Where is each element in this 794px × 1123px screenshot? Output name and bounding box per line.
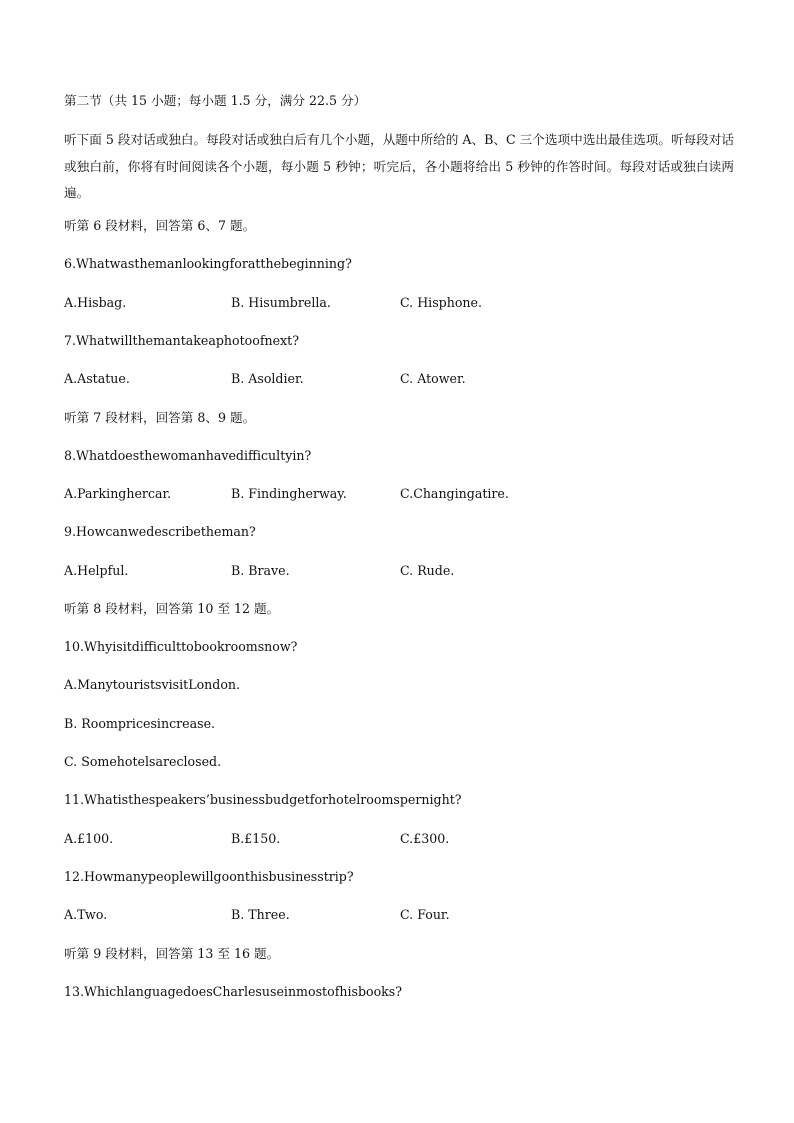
question-9-option-b: B. Brave. [231,563,290,578]
question-10-option-c: C. Somehotelsareclosed. [64,754,222,769]
question-6-stem: 6.Whatwasthemanlookingforatthebeginning? [64,256,352,271]
question-9-option-c: C. Rude. [400,563,455,578]
question-10-option-b: B. Roompricesincrease. [64,716,216,731]
question-8-option-c: C.Changingatire. [400,486,509,501]
question-6-option-b: B. Hisumbrella. [231,295,331,310]
question-13-stem: 13.WhichlanguagedoesCharlesuseinmostofhisbooks? [64,984,403,999]
section-instructions: 听下面 5 段对话或独白。每段对话或独白后有几个小题，从题中所给的 A、B、C 三个选项中选出最佳选项。听每段对话或独白前，你将有时间阅读各个小题，每小题 5 秒钟；听完后，各小题将给出 5 秒钟的作答时间。每段对话或独白读两遍。 [64,132,734,200]
question-11-option-c: C.£300. [400,831,450,846]
question-8-option-a: A.Parkinghercar. [64,486,172,501]
question-11-stem: 11.Whatisthespeakers’businessbudgetforhotelroomspernight? [64,792,462,807]
question-6-option-a: A.Hisbag. [64,295,127,310]
group-instruction-7: 听第 7 段材料，回答第 8、9 题。 [64,410,256,425]
question-7-stem: 7.Whatwillthemantakeaphotoofnext? [64,333,299,348]
question-7-option-b: B. Asoldier. [231,371,304,386]
question-12-option-a: A.Two. [64,907,108,922]
question-9-stem: 9.Howcanwedescribetheman? [64,524,256,539]
question-6-option-c: C. Hisphone. [400,295,482,310]
question-11-option-b: B.£150. [231,831,281,846]
question-7-option-a: A.Astatue. [64,371,130,386]
question-10-stem: 10.Whyisitdifficulttobookroomsnow? [64,639,298,654]
question-10-option-a: A.ManytouristsvisitLondon. [64,677,241,692]
group-instruction-9: 听第 9 段材料，回答第 13 至 16 题。 [64,946,280,961]
question-11-option-a: A.£100. [64,831,114,846]
question-8-stem: 8.Whatdoesthewomanhavedifficultyin? [64,448,312,463]
question-12-option-c: C. Four. [400,907,450,922]
question-12-option-b: B. Three. [231,907,290,922]
question-8-option-b: B. Findingherway. [231,486,347,501]
group-instruction-8: 听第 8 段材料，回答第 10 至 12 题。 [64,601,280,616]
question-9-option-a: A.Helpful. [64,563,129,578]
question-7-option-c: C. Atower. [400,371,466,386]
question-12-stem: 12.Howmanypeoplewillgoonthisbusinesstrip? [64,869,354,884]
group-instruction-6: 听第 6 段材料，回答第 6、7 题。 [64,218,256,233]
section-heading: 第二节（共 15 小题；每小题 1.5 分，满分 22.5 分） [64,93,367,108]
